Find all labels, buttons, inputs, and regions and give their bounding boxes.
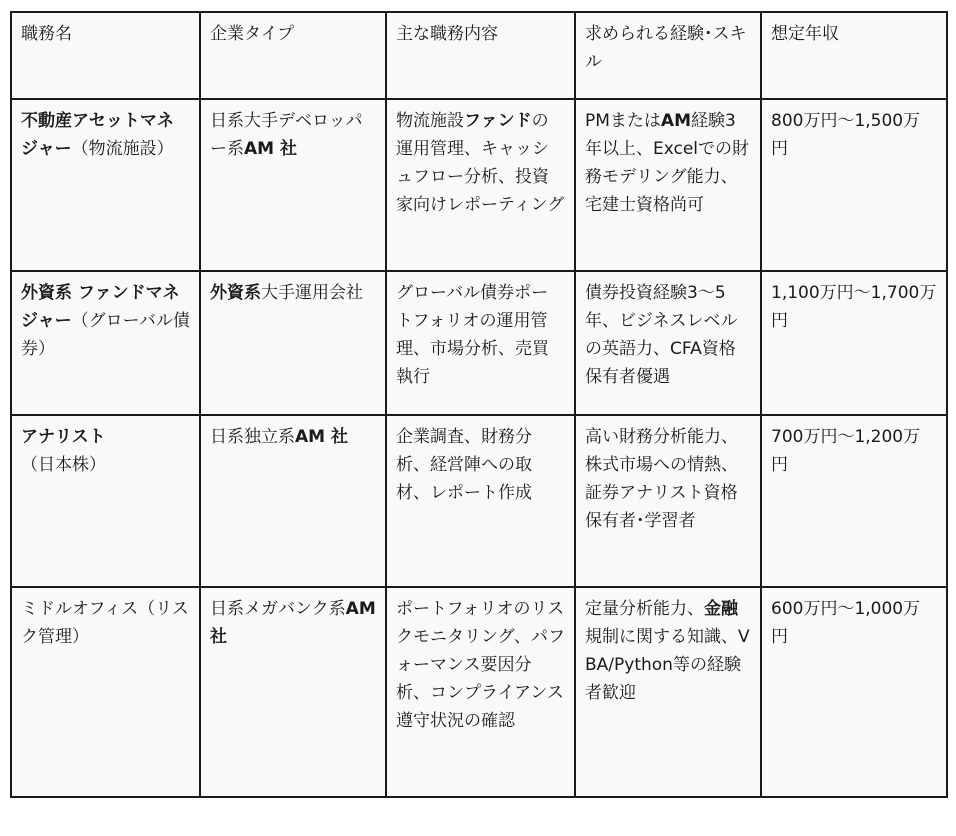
cell-salary: 600万円〜1,000万円 — [761, 587, 947, 797]
company-text: 日系大手デベロッパー系 — [210, 111, 363, 159]
header-role: 職務名 — [11, 12, 200, 99]
table-row — [11, 415, 947, 587]
header-salary: 想定年収 — [761, 12, 947, 99]
job-table-container — [10, 11, 948, 798]
cell-salary: 700万円〜1,200万円 — [761, 415, 947, 587]
cell-company — [200, 587, 386, 797]
company-emphasis: AM 社 — [210, 599, 376, 647]
cell-skills — [575, 587, 761, 797]
cell-company — [200, 271, 386, 415]
cell-duties: 企業調査、財務分析、経営陣への取材、レポート作成 — [386, 415, 575, 587]
company-emphasis: AM 社 — [244, 139, 297, 159]
company-text: 大手運用会社 — [261, 283, 363, 303]
job-table — [10, 11, 948, 798]
header-duties: 主な職務内容 — [386, 12, 575, 99]
cell-duties: ポートフォリオのリスクモニタリング、パフォーマンス要因分析、コンプライアンス遵守状況の確認 — [386, 587, 575, 797]
skills-text: 定量分析能力、 — [585, 599, 704, 619]
duties-emphasis: ファンド — [464, 111, 532, 131]
cell-skills: 高い財務分析能力、株式市場への情熱、証券アナリスト資格保有者･学習者 — [575, 415, 761, 587]
cell-role — [11, 99, 200, 271]
table-row — [11, 587, 947, 797]
skills-emphasis: 金融 — [704, 599, 738, 619]
cell-salary: 800万円〜1,500万円 — [761, 99, 947, 271]
cell-role: ミドルオフィス（リスク管理） — [11, 587, 200, 797]
company-emphasis: 外資系 — [210, 283, 261, 303]
cell-skills: 債券投資経験3〜5年、ビジネスレベルの英語力、CFA資格保有者優遇 — [575, 271, 761, 415]
cell-role — [11, 271, 200, 415]
skills-text: PMまたは — [585, 111, 661, 131]
table-header-row — [11, 12, 947, 99]
table-row — [11, 99, 947, 271]
role-note: （物流施設） — [71, 139, 174, 159]
role-title: アナリスト — [21, 427, 106, 447]
cell-company — [200, 99, 386, 271]
duties-text-rest: の運用管理、キャッシュフロー分析、投資家向けレポーティング — [396, 111, 565, 215]
company-text: 日系メガバンク系 — [210, 599, 346, 619]
cell-salary: 1,100万円〜1,700万円 — [761, 271, 947, 415]
cell-role — [11, 415, 200, 587]
cell-duties: グローバル債券ポートフォリオの運用管理、市場分析、売買執行 — [386, 271, 575, 415]
skills-text-rest: 規制に関する知識、VBA/Python等の経験者歓迎 — [585, 627, 750, 703]
company-emphasis: AM 社 — [295, 427, 348, 447]
company-text: 日系独立系 — [210, 427, 295, 447]
header-skills: 求められる経験･スキル — [575, 12, 761, 99]
skills-text-rest: 経験3年以上、Excelでの財務モデリング能力、宅建士資格尚可 — [585, 111, 750, 215]
header-company-type: 企業タイプ — [200, 12, 386, 99]
skills-emphasis: AM — [660, 111, 691, 131]
role-note: （日本株） — [21, 455, 106, 475]
cell-company — [200, 415, 386, 587]
duties-text: 物流施設 — [396, 111, 464, 131]
table-row — [11, 271, 947, 415]
role-title: 不動産アセットマネジャー — [21, 111, 174, 159]
cell-skills — [575, 99, 761, 271]
cell-duties — [386, 99, 575, 271]
role-title: 外資系 ファンドマネジャー — [21, 283, 180, 331]
role-note: （グローバル債券） — [21, 311, 190, 359]
